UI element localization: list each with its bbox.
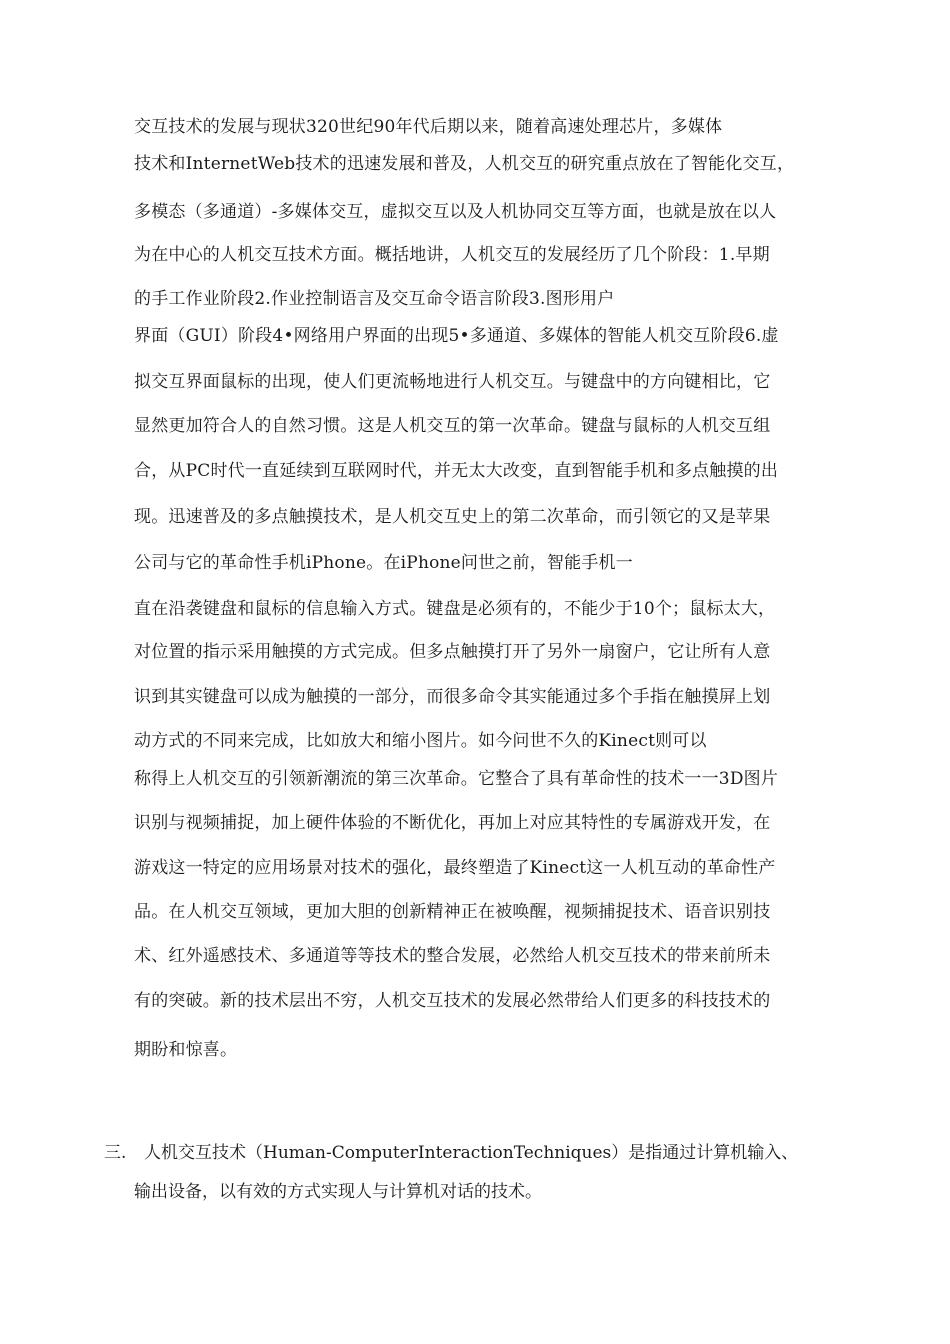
section-line: 输出设备，以有效的方式实现人与计算机对话的技术。	[134, 1182, 542, 1202]
section-number: 三.	[104, 1143, 127, 1163]
paragraph-line: 界面（GUI）阶段4•网络用户界面的出现5•多通道、多媒体的智能人机交互阶段6.虚	[134, 326, 779, 346]
paragraph-line: 识别与视频捕捉，加上硬件体验的不断优化，再加上对应其特性的专属游戏开发，在	[134, 813, 771, 833]
paragraph-line: 品。在人机交互领域，更加大胆的创新精神正在被唤醒，视频捕捉技术、语音识别技	[134, 902, 771, 922]
paragraph-line: 的手工作业阶段2.作业控制语言及交互命令语言阶段3.图形用户	[134, 289, 615, 309]
paragraph-line: 公司与它的革命性手机iPhone。在iPhone问世之前，智能手机一	[134, 553, 633, 573]
paragraph-line: 识到其实键盘可以成为触摸的一部分，而很多命令其实能通过多个手指在触摸屏上划	[134, 687, 771, 707]
paragraph-line: 合，从PC时代一直延续到互联网时代，并无太大改变，直到智能手机和多点触摸的出	[134, 461, 779, 481]
paragraph-line: 动方式的不同来完成，比如放大和缩小图片。如今问世不久的Kinect则可以	[134, 731, 707, 751]
paragraph-line: 为在中心的人机交互技术方面。概括地讲，人机交互的发展经历了几个阶段：1.早期	[134, 245, 770, 265]
paragraph-line: 拟交互界面鼠标的出现，使人们更流畅地进行人机交互。与键盘中的方向键相比，它	[134, 372, 771, 392]
paragraph-line: 游戏这一特定的应用场景对技术的强化，最终塑造了Kinect这一人机互动的革命性产	[134, 858, 776, 878]
paragraph-line: 期盼和惊喜。	[134, 1040, 238, 1060]
paragraph-line: 称得上人机交互的引领新潮流的第三次革命。它整合了具有革命性的技术一一3D图片	[134, 769, 779, 789]
paragraph-line: 有的突破。新的技术层出不穷，人机交互技术的发展必然带给人们更多的科技技术的	[134, 991, 771, 1011]
paragraph-line: 交互技术的发展与现状320世纪90年代后期以来，随着高速处理芯片，多媒体	[134, 117, 723, 137]
paragraph-line: 术、红外遥感技术、多通道等等技术的整合发展，必然给人机交互技术的带来前所未	[134, 946, 771, 966]
section-line: 人机交互技术（Human-ComputerInteractionTechniques）是指通过计算机输入、	[144, 1143, 799, 1163]
paragraph-line: 直在沿袭键盘和鼠标的信息输入方式。键盘是必须有的，不能少于10个；鼠标太大，	[134, 599, 776, 619]
paragraph-line: 对位置的指示采用触摸的方式完成。但多点触摸打开了另外一扇窗户，它让所有人意	[134, 642, 771, 662]
paragraph-line: 现。迅速普及的多点触摸技术，是人机交互史上的第二次革命，而引领它的又是苹果	[134, 507, 771, 527]
paragraph-line: 显然更加符合人的自然习惯。这是人机交互的第一次革命。键盘与鼠标的人机交互组	[134, 416, 771, 436]
paragraph-line: 多模态（多通道）-多媒体交互，虚拟交互以及人机协同交互等方面，也就是放在以人	[134, 202, 777, 222]
paragraph-line: 技术和InternetWeb技术的迅速发展和普及，人机交互的研究重点放在了智能化交互，	[134, 154, 795, 174]
